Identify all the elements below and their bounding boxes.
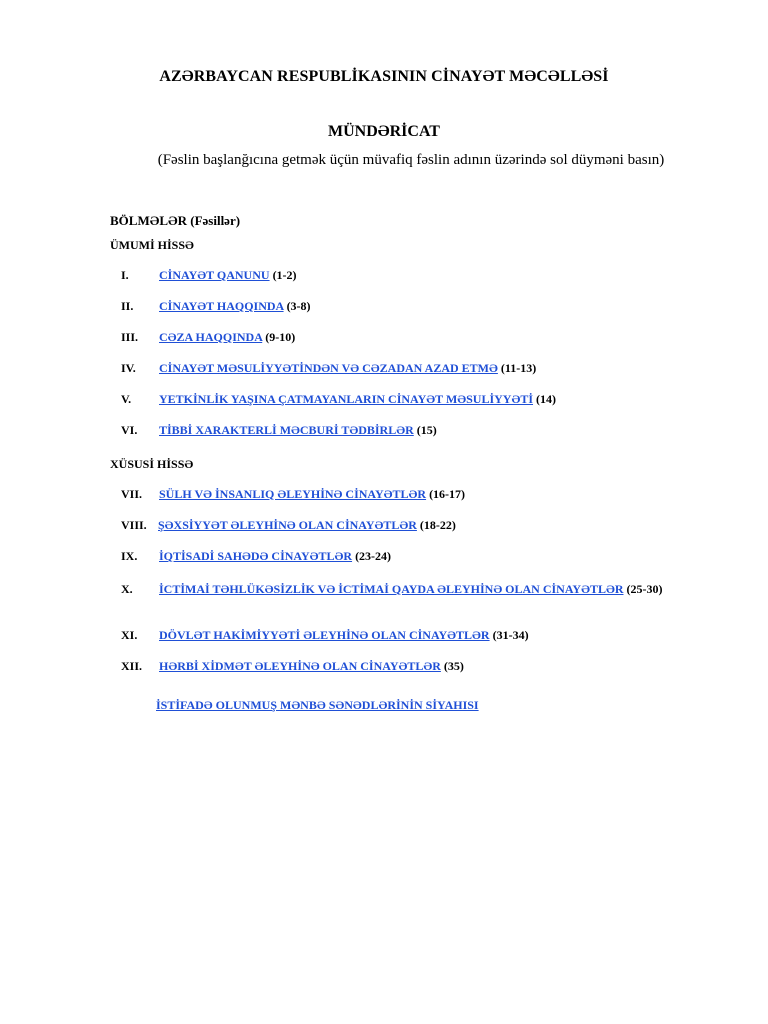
chapter-link[interactable]: CƏZA HAQQINDA xyxy=(159,330,263,344)
article-range: (16-17) xyxy=(429,487,466,501)
chapter-link[interactable]: DÖVLƏT HAKİMİYYƏTİ ƏLEYHİNƏ OLAN CİNAYƏTLƏR xyxy=(159,628,490,642)
chapter-number: IX. xyxy=(121,549,138,563)
chapter-number: X. xyxy=(121,582,133,596)
chapter-number: XII. xyxy=(121,659,143,673)
chapter-number: II. xyxy=(121,299,134,313)
chapter-link[interactable]: TİBBİ XARAKTERLİ MƏCBURİ TƏDBİRLƏR xyxy=(159,423,414,437)
toc-item xyxy=(121,581,711,597)
chapter-link[interactable]: CİNAYƏT QANUNU xyxy=(159,268,270,282)
article-range: (15) xyxy=(416,423,437,437)
toc-item xyxy=(121,549,391,564)
article-range: (9-10) xyxy=(265,330,296,344)
chapter-number: V. xyxy=(121,392,132,406)
toc-item xyxy=(121,361,536,376)
article-range: (3-8) xyxy=(286,299,311,313)
toc-item xyxy=(121,487,465,502)
chapter-number: VIII. xyxy=(121,518,147,532)
chapter-link[interactable]: HƏRBİ XİDMƏT ƏLEYHİNƏ OLAN CİNAYƏTLƏR xyxy=(159,659,441,673)
toc-item xyxy=(121,299,311,314)
toc-item xyxy=(121,628,529,643)
article-range: (11-13) xyxy=(500,361,537,375)
article-range: (31-34) xyxy=(492,628,529,642)
general-part-heading: ÜMUMİ HİSSƏ xyxy=(110,238,194,252)
chapter-number: I. xyxy=(121,268,129,282)
article-range: (25-30) xyxy=(626,582,663,596)
toc-heading: MÜNDƏRİCAT xyxy=(328,123,440,140)
article-range: (1-2) xyxy=(272,268,297,282)
toc-item xyxy=(121,659,464,674)
toc-item xyxy=(121,268,297,283)
article-range: (14) xyxy=(536,392,557,406)
chapter-link[interactable]: İQTİSADİ SAHƏDƏ CİNAYƏTLƏR xyxy=(159,549,353,563)
sections-heading: BÖLMƏLƏR (Fəsillər) xyxy=(110,213,241,228)
toc-item xyxy=(121,518,456,533)
sources-item xyxy=(156,698,479,713)
chapter-link[interactable]: CİNAYƏT HAQQINDA xyxy=(159,299,284,313)
chapter-link[interactable]: İCTİMAİ TƏHLÜKƏSİZLİK VƏ İCTİMAİ QAYDA ƏLEYHİNƏ OLAN CİNAYƏTLƏR xyxy=(159,582,624,596)
chapter-number: VI. xyxy=(121,423,138,437)
chapter-number: IV. xyxy=(121,361,136,375)
toc-item xyxy=(121,392,556,407)
sources-link[interactable]: İSTİFADƏ OLUNMUŞ MƏNBƏ SƏNƏDLƏRİNİN SİYAHISI xyxy=(156,698,479,712)
chapter-number: XI. xyxy=(121,628,138,642)
chapter-link[interactable]: ŞƏXSİYYƏT ƏLEYHİNƏ OLAN CİNAYƏTLƏR xyxy=(158,518,417,532)
chapter-number: VII. xyxy=(121,487,143,501)
navigation-hint: (Fəslin başlanğıcına getmək üçün müvafiq fəslin adının üzərində sol düyməni basın) xyxy=(157,152,665,168)
chapter-link[interactable]: SÜLH VƏ İNSANLIQ ƏLEYHİNƏ CİNAYƏTLƏR xyxy=(159,487,427,501)
special-part-heading: XÜSUSİ HİSSƏ xyxy=(110,457,194,471)
chapter-number: III. xyxy=(121,330,139,344)
chapter-link[interactable]: YETKİNLİK YAŞINA ÇATMAYANLARIN CİNAYƏT MƏSULİYYƏTİ xyxy=(159,392,534,406)
page-title: AZƏRBAYCAN RESPUBLİKASININ CİNAYƏT MƏCƏLLƏSİ xyxy=(159,68,609,85)
chapter-link[interactable]: CİNAYƏT MƏSULİYYƏTİNDƏN VƏ CƏZADAN AZAD ETMƏ xyxy=(159,361,498,375)
toc-item xyxy=(121,330,295,345)
article-range: (35) xyxy=(443,659,464,673)
toc-item xyxy=(121,423,437,438)
article-range: (18-22) xyxy=(419,518,456,532)
article-range: (23-24) xyxy=(355,549,392,563)
